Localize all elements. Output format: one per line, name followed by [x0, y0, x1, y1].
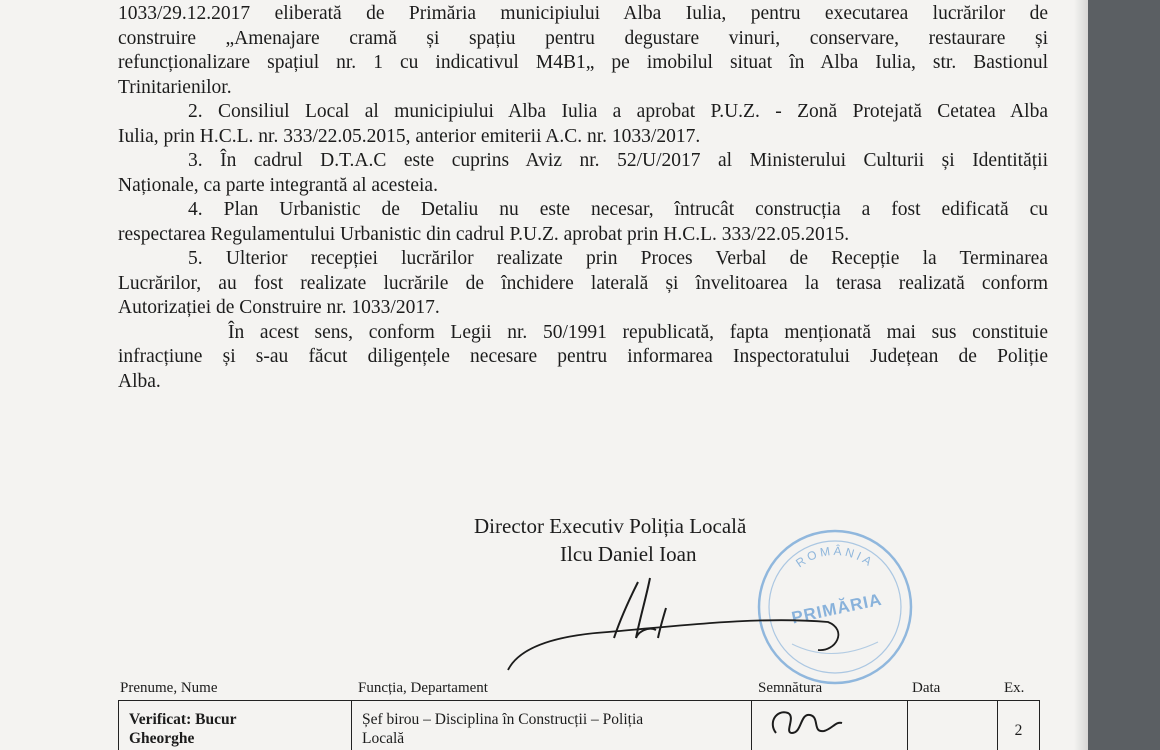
header-signature: Semnătura — [758, 680, 823, 696]
signatory-title: Director Executiv Poliția Locală — [474, 514, 747, 538]
header-copies: Ex. — [1004, 680, 1025, 696]
stamp-top-text: ROMÂNIA — [793, 543, 877, 571]
document-body — [118, 0, 1048, 394]
svg-text:ROMÂNIA — [793, 543, 877, 570]
header-function: Funcția, Departament — [358, 680, 488, 696]
header-name: Prenume, Nume — [120, 680, 218, 696]
body-line: construire „Amenajare cramă și spațiu pentru degustare vinuri, conservare, restaurare și — [118, 27, 1048, 49]
signature-block — [474, 512, 746, 568]
body-line: 3. În cadrul D.T.A.C este cuprins Aviz nr. 52/U/2017 al Ministerului Culturii și Identității — [188, 150, 1048, 171]
cell-name — [119, 701, 351, 750]
body-line: În acest sens, conform Legii nr. 50/1991 republicată, fapta menționată mai sus constituie — [228, 321, 1048, 343]
cell-function — [351, 701, 751, 750]
cell-signature — [751, 701, 907, 750]
name-line: Verificat: Bucur — [129, 711, 237, 728]
body-line: Alba. — [118, 370, 161, 392]
body-line: Iulia, prin H.C.L. nr. 333/22.05.2015, anterior emiterii A.C. nr. 1033/2017. — [118, 125, 701, 147]
body-line: 5. Ulterior recepției lucrărilor realizate prin Proces Verbal de Recepție la Terminarea — [188, 248, 1048, 269]
body-line: Autorizației de Construire nr. 1033/2017. — [118, 297, 440, 318]
function-line: Locală — [362, 730, 405, 747]
body-line: Naționale, ca parte integrantă al acesteia. — [118, 174, 438, 196]
header-date: Data — [912, 680, 941, 696]
body-line: infracțiune și s-au făcut diligențele necesare pentru informarea Inspectoratului Județean de Poliție — [118, 346, 1048, 367]
body-line: Lucrărilor, au fost realizate lucrările de închidere laterală și învelitoarea la terasa realizată conform — [118, 272, 1048, 294]
body-line: 2. Consiliul Local al municipiului Alba Iulia a aprobat P.U.Z. - Zonă Protejată Cetatea Alba — [188, 101, 1048, 122]
cell-date — [907, 701, 997, 750]
body-line: refuncționalizare spațiul nr. 1 cu indicativul M4B1„ pe imobilul situat în Alba Iulia, str. Bastionul — [118, 52, 1048, 73]
approval-table — [118, 700, 1040, 750]
body-line: Trinitarienilor. — [118, 76, 232, 98]
body-line: respectarea Regulamentului Urbanistic din cadrul P.U.Z. aprobat prin H.C.L. 333/22.05.2015. — [118, 223, 850, 245]
stamp-center-text: PRIMĂRIA — [789, 589, 884, 628]
name-line: Gheorghe — [129, 730, 195, 747]
cell-copies: 2 — [997, 701, 1039, 750]
function-line: Șef birou – Disciplina în Construcții – Poliția — [362, 711, 644, 728]
handwritten-signature — [488, 572, 848, 672]
initials-signature — [762, 703, 852, 743]
body-line: 4. Plan Urbanistic de Detaliu nu este necesar, întrucât construcția a fost edificată cu — [188, 199, 1048, 220]
signatory-name: Ilcu Daniel Ioan — [560, 542, 697, 566]
body-line: 1033/29.12.2017 eliberată de Primăria municipiului Alba Iulia, pentru executarea lucrărilor de — [118, 3, 1048, 24]
